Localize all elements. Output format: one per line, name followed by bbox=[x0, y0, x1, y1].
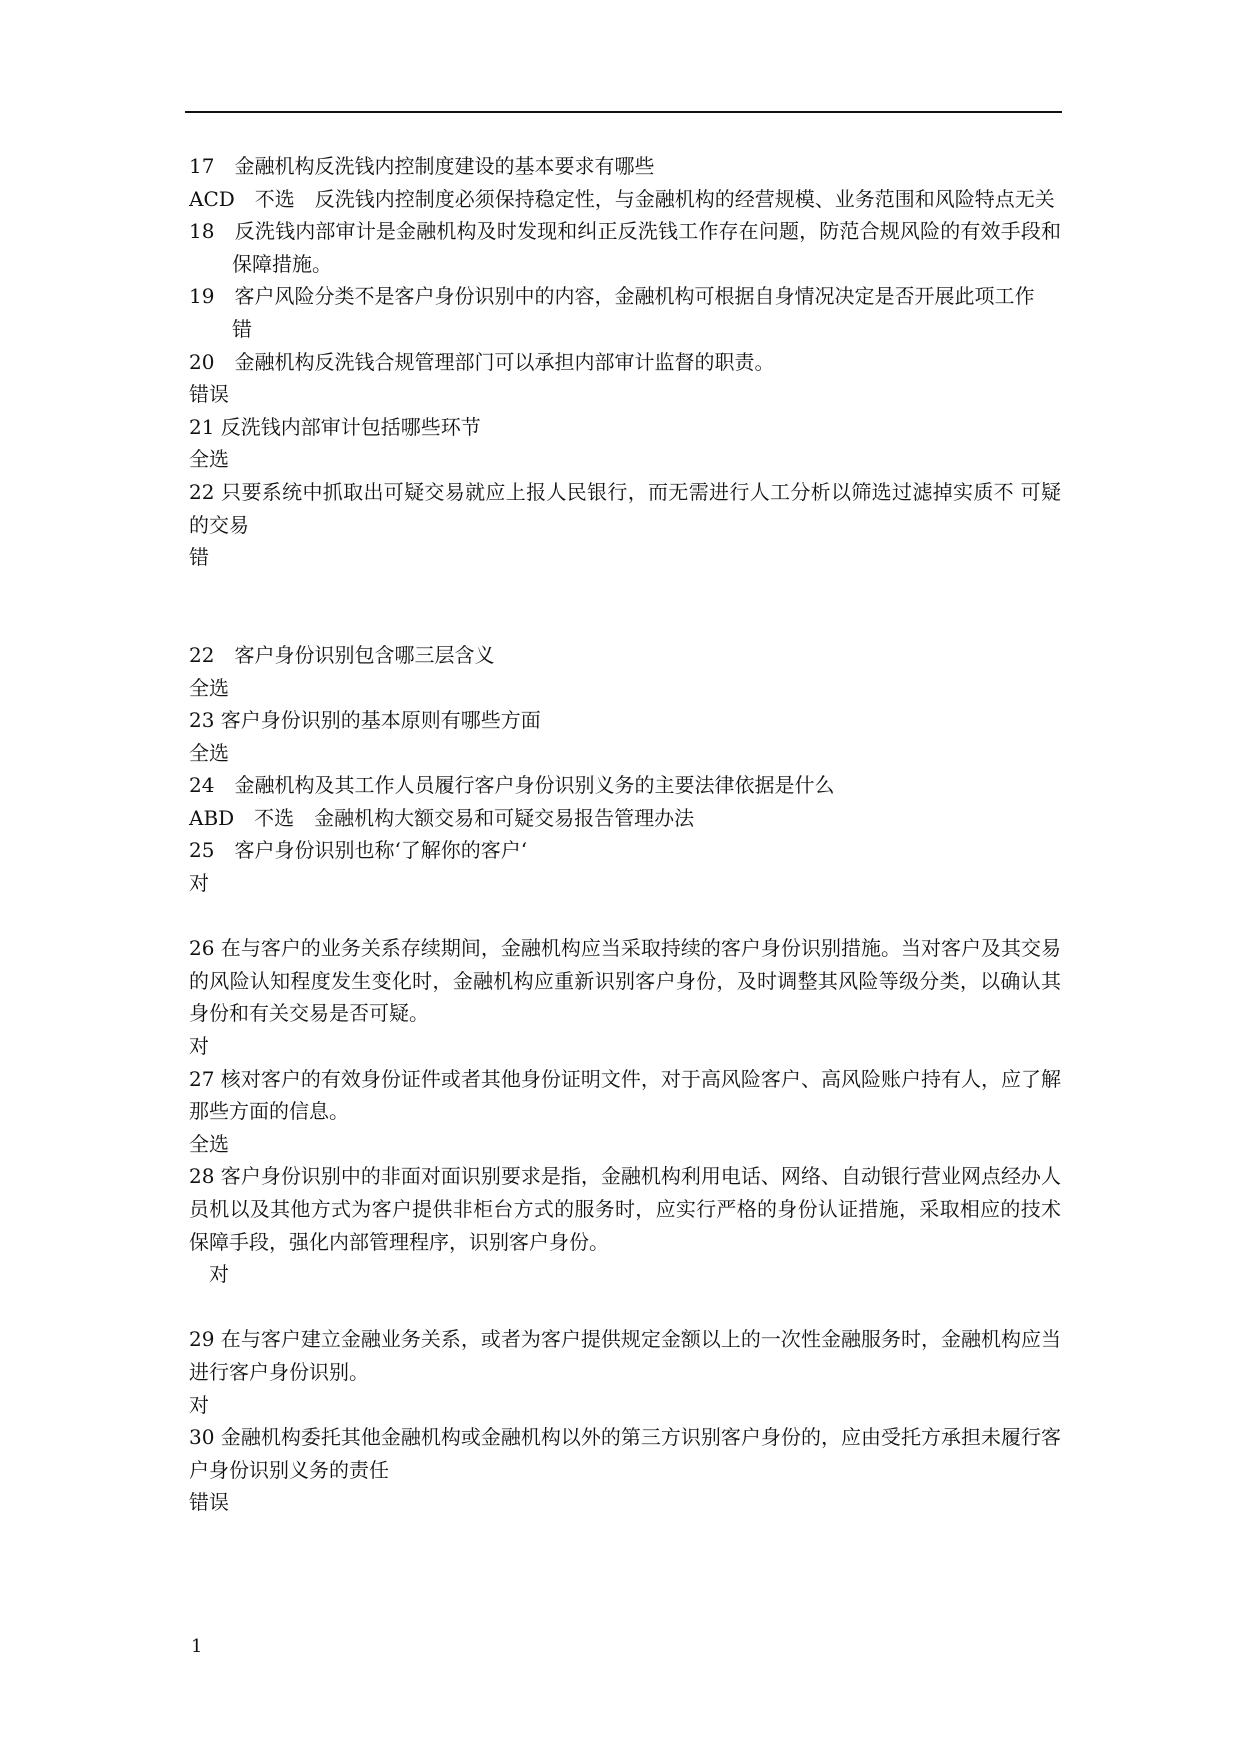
text-line: 对 bbox=[189, 871, 209, 896]
text-line: 对 bbox=[189, 1392, 209, 1417]
page-number: 1 bbox=[191, 1636, 203, 1657]
text-line: 29 在与客户建立金融业务关系，或者为客户提供规定金额以上的一次性金融服务时，金融机构应当进行客户身份识别。 bbox=[189, 1327, 1061, 1384]
text-line: 18 反洗钱内部审计是金融机构及时发现和纠正反洗钱工作存在问题，防范合规风险的有效手段和保障措施。 bbox=[189, 219, 1061, 276]
text-line: 20 金融机构反洗钱合规管理部门可以承担内部审计监督的职责。 bbox=[189, 349, 775, 374]
text-line: 全选 bbox=[189, 675, 229, 700]
blank-line bbox=[189, 606, 1061, 639]
blank-line bbox=[189, 900, 1061, 933]
text-line: 24 金融机构及其工作人员履行客户身份识别义务的主要法律依据是什么 bbox=[189, 773, 835, 798]
text-line: 错 bbox=[189, 545, 209, 570]
text-line: 17 金融机构反洗钱内控制度建设的基本要求有哪些 bbox=[189, 154, 655, 178]
text-line: 30 金融机构委托其他金融机构或金融机构以外的第三方识别客户身份的，应由受托方承担未履行客户身份识别义务的责任 bbox=[189, 1425, 1061, 1482]
blank-line bbox=[189, 574, 1061, 607]
text-line: 27 核对客户的有效身份证件或者其他身份证明文件，对于高风险客户、高风险账户持有人，应了解那些方面的信息。 bbox=[189, 1066, 1061, 1124]
text-line: 26 在与客户的业务关系存续期间，金融机构应当采取持续的客户身份识别措施。当对客户及其交易的风险认知程度发生变化时，金融机构应重新识别客户身份，及时调整其风险等级分类，以确认其身份和有关交易是否可疑。 bbox=[189, 936, 1061, 1026]
text-line: 全选 bbox=[189, 447, 229, 472]
text-line: ABD 不选 金融机构大额交易和可疑交易报告管理办法 bbox=[189, 805, 695, 830]
text-line: 25 客户身份识别也称‘了解你的客户‘ bbox=[189, 838, 528, 863]
text-line: ACD 不选 反洗钱内控制度必须保持稳定性，与金融机构的经营规模、业务范围和风险特点无关 bbox=[189, 186, 1055, 211]
text-line: 对 bbox=[189, 1034, 209, 1059]
text-line: 对 bbox=[189, 1262, 229, 1287]
document-body bbox=[189, 150, 1061, 1519]
header-rule bbox=[185, 111, 1062, 113]
text-line: 全选 bbox=[189, 1131, 229, 1156]
text-line: 19 客户风险分类不是客户身份识别中的内容，金融机构可根据自身情况决定是否开展此项工作 bbox=[189, 284, 1035, 309]
text-line: 错误 bbox=[189, 382, 229, 407]
text-line: 22 只要系统中抓取出可疑交易就应上报人民银行，而无需进行人工分析以筛选过滤掉实质不 可疑的交易 bbox=[189, 479, 1061, 537]
text-line: 28 客户身份识别中的非面对面识别要求是指，金融机构利用电话、网络、自动银行营业网点经办人员机以及其他方式为客户提供非柜台方式的服务时，应实行严格的身份认证措施，采取相应的技术保障手段，强化内部管理程序，识别客户身份。 bbox=[189, 1164, 1061, 1254]
blank-line bbox=[189, 1291, 1061, 1324]
text-line: 21 反洗钱内部审计包括哪些环节 bbox=[189, 414, 481, 439]
text-line: 错误 bbox=[189, 1490, 229, 1515]
text-line: 错 bbox=[232, 316, 252, 341]
text-line: 22 客户身份识别包含哪三层含义 bbox=[189, 642, 495, 667]
text-line: 23 客户身份识别的基本原则有哪些方面 bbox=[189, 708, 541, 733]
text-line: 全选 bbox=[189, 740, 229, 765]
